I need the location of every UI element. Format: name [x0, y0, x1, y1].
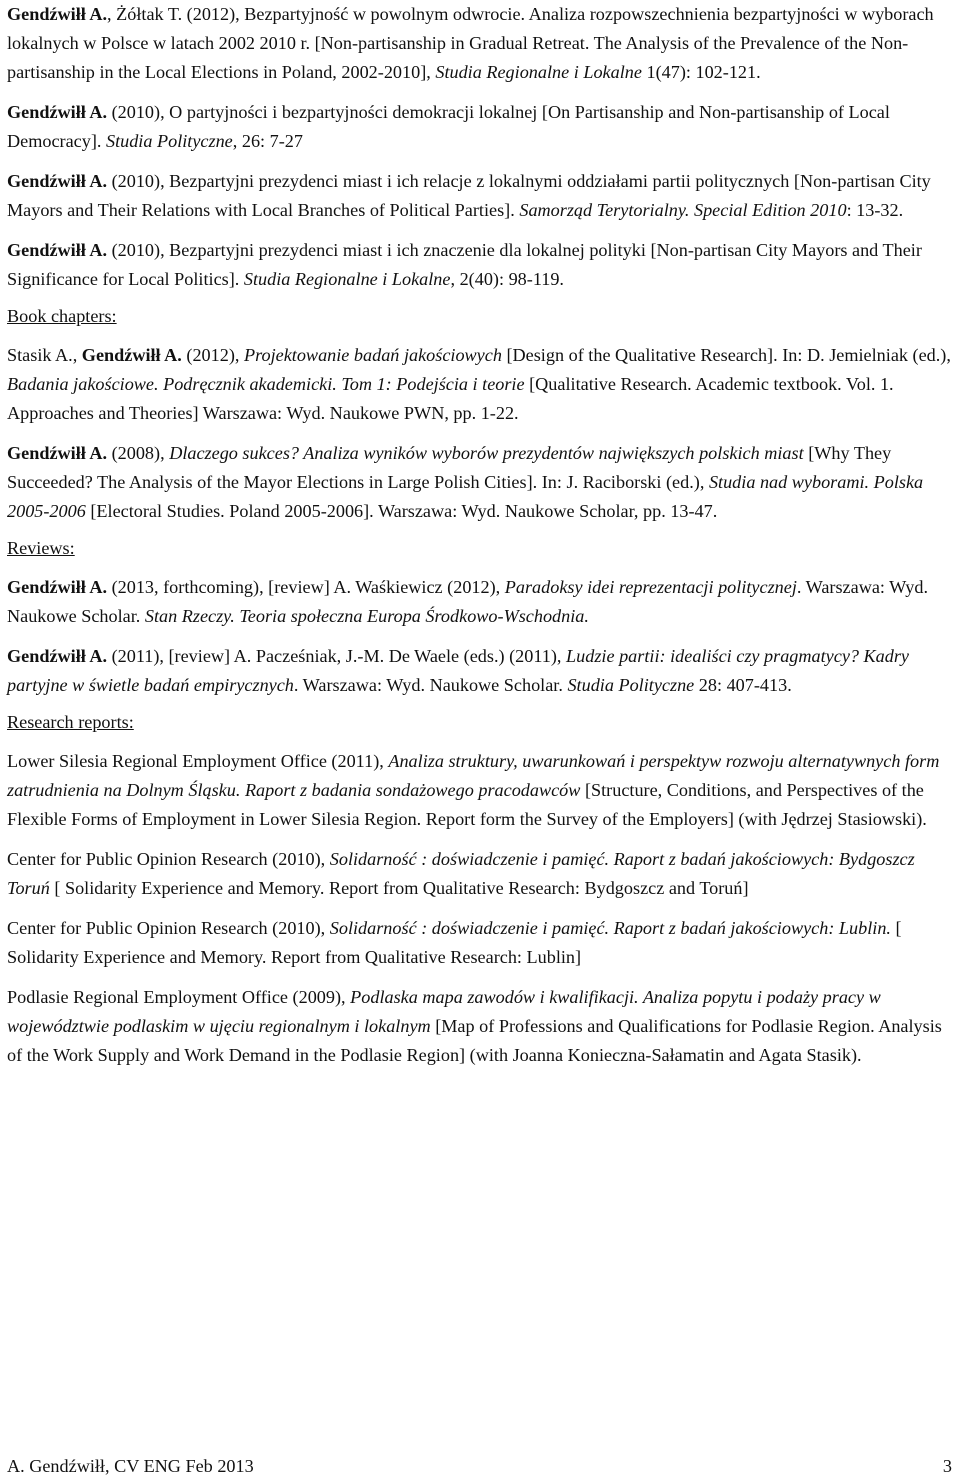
author-name: Gendźwiłł A.	[7, 577, 108, 597]
entry-text: (2010), O partyjności i bezpartyjności demokracji lokalnej [On Partisanship and Non-partisanship of Local Democracy].	[7, 102, 890, 151]
entry-text: (2010), Bezpartyjni prezydenci miast i ich relacje z lokalnymi oddziałami partii politycznych [Non-partisan City Mayors and Their Relations with Local Branches of Political Parties].	[7, 171, 931, 220]
author-name: Gendźwiłł A.	[7, 443, 108, 463]
author-name: Gendźwiłł A.	[7, 171, 108, 191]
title-text: Studia Polityczne	[567, 675, 695, 695]
entry-text: [Why They Succeeded? The Analysis of the Mayor Elections in Large Polish Cities]. In: J. Raciborski (ed.),	[7, 443, 892, 492]
entry-text: [ Solidarity Experience and Memory. Report from Qualitative Research: Bydgoszcz and Toruń]	[49, 878, 749, 898]
title-text: Samorząd Terytorialny. Special Edition 2010	[519, 200, 847, 220]
reviews-list	[7, 573, 953, 700]
bibliography-entry	[7, 236, 953, 294]
entry-text: Podlasie Regional Employment Office (2009),	[7, 987, 351, 1007]
entry-text: (2013, forthcoming), [review] A. Waśkiewicz (2012),	[107, 577, 505, 597]
book-chapters-list	[7, 341, 953, 526]
entry-text: : 13-32.	[846, 200, 904, 220]
bibliography-entry	[7, 845, 953, 903]
bibliography-entry	[7, 914, 953, 972]
book-chapters-heading: Book chapters:	[7, 306, 117, 326]
bibliography-entry	[7, 983, 953, 1070]
research-reports-list	[7, 747, 953, 1070]
bibliography-entry	[7, 747, 953, 834]
entry-text: Lower Silesia Regional Employment Office (2011),	[7, 751, 389, 771]
title-text: Ludzie partii: idealiści czy pragmatycy? Kadry partyjne w świetle badań empirycznych	[7, 646, 910, 695]
title-text: Paradoksy idei reprezentacji politycznej	[504, 577, 797, 597]
author-name: Gendźwiłł A.	[7, 646, 108, 666]
bibliography-entry	[7, 642, 953, 700]
entry-text: [Design of the Qualitative Research]. In: D. Jemielniak (ed.),	[501, 345, 951, 365]
title-text: Projektowanie badań jakościowych	[243, 345, 502, 365]
entry-text: Center for Public Opinion Research (2010),	[7, 849, 330, 869]
entry-text: [Map of Professions and Qualifications for Podlasie Region. Analysis of the Work Supply and Work Demand in the Podlasie Region] (with Joanna Konieczna-Sałamatin and Agata Stasik).	[7, 1016, 942, 1065]
reviews-heading: Reviews:	[7, 538, 75, 558]
bibliography-entry	[7, 573, 953, 631]
entry-text: 1(47): 102-121.	[641, 62, 761, 82]
title-text: Dlaczego sukces? Analiza wyników wyborów prezydentów największych polskich miast	[169, 443, 804, 463]
research-reports-heading: Research reports:	[7, 712, 134, 732]
entry-text: . Warszawa: Wyd. Naukowe Scholar.	[293, 675, 568, 695]
entry-text: (2012),	[181, 345, 244, 365]
author-name: Gendźwiłł A.	[7, 240, 108, 260]
bibliography-entry	[7, 98, 953, 156]
title-text: Podlaska mapa zawodów i kwalifikacji. Analiza popytu i podaży pracy w województwie podlaskim w ujęciu regionalnym i lokalnym	[7, 987, 881, 1036]
page-number: 3	[942, 1456, 952, 1476]
entry-text: 28: 407-413.	[694, 675, 792, 695]
bibliography-entry	[7, 0, 953, 87]
bibliography-entry	[7, 167, 953, 225]
title-text: Stan Rzeczy. Teoria społeczna Europa Środkowo-Wschodnia.	[144, 606, 589, 626]
title-text: Studia Regionalne i Lokalne	[435, 62, 642, 82]
entry-text: (2010), Bezpartyjni prezydenci miast i ich znaczenie dla lokalnej polityki [Non-partisan City Mayors and Their Significance for Local Politics].	[7, 240, 922, 289]
entry-text: , 2(40): 98-119.	[450, 269, 564, 289]
entry-text: [Qualitative Research. Academic textbook. Vol. 1. Approaches and Theories] Warszawa: Wyd. Naukowe PWN, pp. 1-22.	[7, 374, 894, 423]
entry-text: , 26: 7-27	[232, 131, 303, 151]
footer-text: A. Gendźwiłł, CV ENG Feb 2013	[7, 1456, 254, 1476]
entry-text: , Żółtak T. (2012), Bezpartyjność w powolnym odwrocie. Analiza rozpowszechnienia bezpartyjności w wyborach lokalnych w Polsce w latach 2002 2010 r. [Non-partisanship in Gradual Retreat. The Analysis of the Prevalence of the Non-partisanship in the Local Elections in Poland, 2002-2010],	[7, 4, 934, 82]
entry-text: . Warszawa: Wyd. Naukowe Scholar.	[7, 577, 928, 626]
bibliography-entry	[7, 341, 953, 428]
entry-text: [Electoral Studies. Poland 2005-2006]. Warszawa: Wyd. Naukowe Scholar, pp. 13-47.	[85, 501, 718, 521]
entry-text: (2008),	[107, 443, 170, 463]
title-text: Badania jakościowe. Podręcznik akademicki. Tom 1: Podejścia i teorie	[7, 374, 525, 394]
title-text: Studia Polityczne	[105, 131, 233, 151]
title-text: Studia nad wyborami. Polska 2005-2006	[7, 472, 924, 521]
entry-text: Stasik A.,	[7, 345, 82, 365]
articles-list	[7, 0, 953, 294]
title-text: Analiza struktury, uwarunkowań i perspektyw rozwoju alternatywnych form zatrudnienia na Dolnym Śląsku. Raport z badania sondażowego pracodawców	[7, 751, 940, 800]
entry-text: [ Solidarity Experience and Memory. Report from Qualitative Research: Lublin]	[7, 918, 902, 967]
cv-page	[7, 0, 953, 1070]
entry-text: (2011), [review] A. Pacześniak, J.-M. De Waele (eds.) (2011),	[107, 646, 567, 666]
entry-text: [Structure, Conditions, and Perspectives of the Flexible Forms of Employment in Lower Silesia Region. Report form the Survey of the Employers] (with Jędrzej Stasiowski).	[7, 780, 927, 829]
title-text: Solidarność : doświadczenie i pamięć. Raport z badań jakościowych: Lublin.	[329, 918, 891, 938]
entry-text: Center for Public Opinion Research (2010),	[7, 918, 330, 938]
title-text: Solidarność : doświadczenie i pamięć. Raport z badań jakościowych: Bydgoszcz Toruń	[7, 849, 915, 898]
author-name: Gendźwiłł A.	[7, 4, 108, 24]
bibliography-entry	[7, 439, 953, 526]
author-name: Gendźwiłł A.	[7, 102, 108, 122]
author-name: Gendźwiłł A.	[81, 345, 182, 365]
title-text: Studia Regionalne i Lokalne	[243, 269, 451, 289]
